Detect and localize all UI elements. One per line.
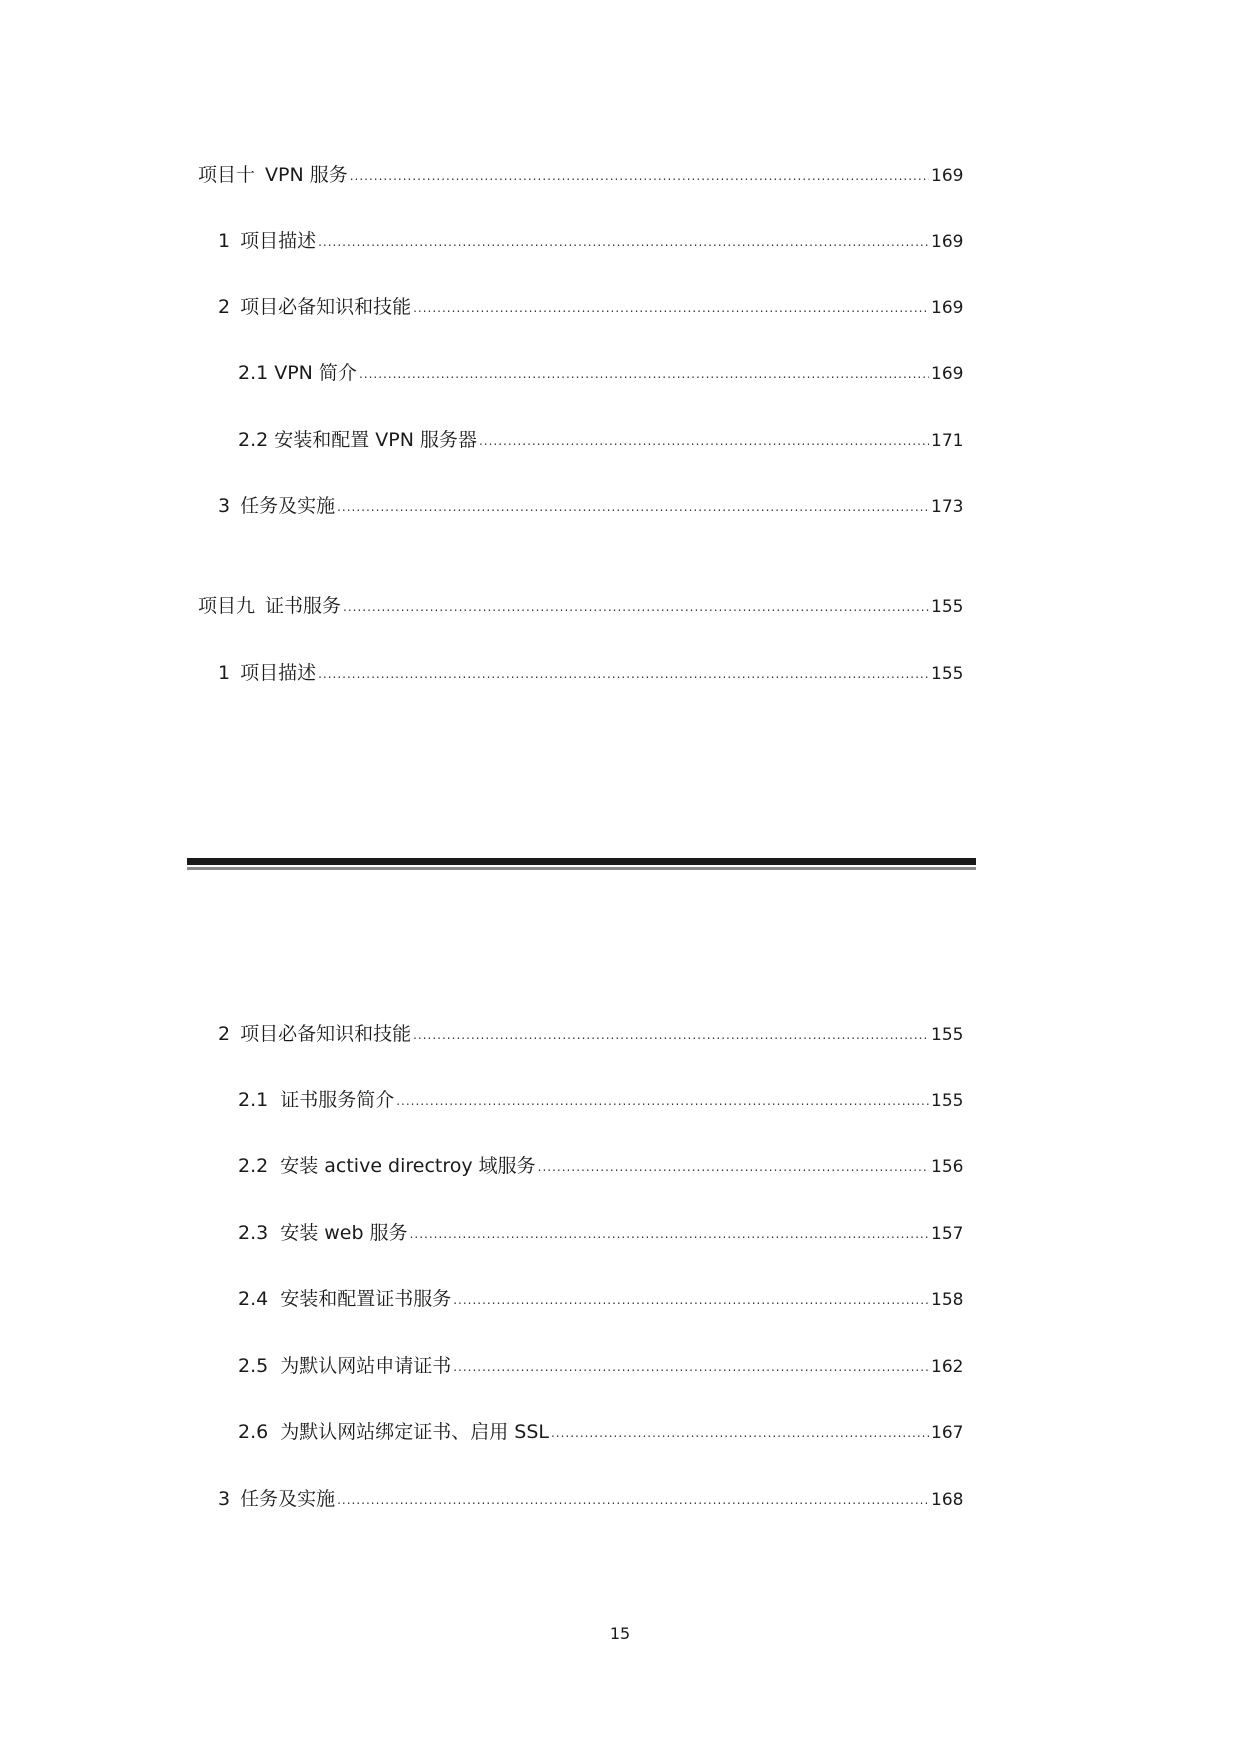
toc-entry-title: 任务及实施: [240, 495, 336, 517]
toc-entry-title: 证书服务简介: [280, 1089, 395, 1111]
toc-entry-tasks[interactable]: [218, 1484, 964, 1514]
toc-entry-title: 为默认网站绑定证书、启用 SSL: [280, 1421, 549, 1443]
toc-entry-page: 173: [931, 497, 964, 517]
toc-entry-title: 为默认网站申请证书: [280, 1355, 452, 1377]
toc-entry-number: 2.6: [238, 1421, 269, 1443]
toc-entry-project-10[interactable]: [198, 160, 964, 190]
dot-leader: [413, 293, 929, 323]
toc-entry-page: 168: [931, 1490, 964, 1510]
dot-leader: [343, 592, 929, 622]
dot-leader: [350, 161, 929, 191]
toc-entry-install-ad[interactable]: [238, 1151, 964, 1181]
toc-entry-page: 155: [931, 597, 964, 617]
dot-leader: [337, 1485, 929, 1515]
toc-entry-number: 3: [218, 1488, 231, 1510]
toc-entry-page: 157: [931, 1224, 964, 1244]
toc-entry-title: 任务及实施: [240, 1488, 336, 1510]
divider-thin-line: [187, 867, 976, 870]
toc-entry-number: 2.5: [238, 1355, 269, 1377]
toc-entry-page: 169: [931, 232, 964, 252]
dot-leader: [318, 227, 929, 257]
section-divider: [187, 858, 976, 872]
toc-entry-page: 169: [931, 364, 964, 384]
toc-entry-title: 安装和配置证书服务: [280, 1288, 452, 1310]
toc-entry-number: 项目十: [198, 164, 256, 186]
toc-entry-page: 162: [931, 1357, 964, 1377]
toc-entry-request-cert[interactable]: [238, 1351, 964, 1381]
toc-entry-title: 安装 active directroy 域服务: [280, 1155, 536, 1177]
page-number: 15: [609, 1624, 631, 1643]
toc-entry-required-knowledge[interactable]: [218, 292, 964, 322]
dot-leader: [551, 1418, 929, 1448]
toc-entry-number: 2.2: [238, 1155, 269, 1177]
dot-leader: [413, 1020, 929, 1050]
toc-entry-number: 2.1: [238, 362, 269, 384]
toc-entry-title: VPN 服务: [265, 164, 348, 186]
toc-entry-title: 安装和配置 VPN 服务器: [274, 429, 477, 451]
toc-entry-number: 2.3: [238, 1222, 269, 1244]
dot-leader: [318, 659, 929, 689]
toc-entry-page: 156: [931, 1157, 964, 1177]
toc-entry-title: 安装 web 服务: [280, 1222, 408, 1244]
toc-entry-page: 155: [931, 664, 964, 684]
dot-leader: [479, 426, 929, 456]
toc-entry-number: 2.2: [238, 429, 269, 451]
dot-leader: [453, 1352, 929, 1382]
toc-entry-number: 项目九: [198, 595, 256, 617]
toc-entry-install-cert[interactable]: [238, 1284, 964, 1314]
toc-entry-number: 3: [218, 495, 231, 517]
toc-entry-page: 155: [931, 1091, 964, 1111]
toc-entry-page: 158: [931, 1290, 964, 1310]
toc-entry-install-web[interactable]: [238, 1218, 964, 1248]
toc-entry-page: 167: [931, 1423, 964, 1443]
dot-leader: [337, 492, 929, 522]
dot-leader: [410, 1219, 929, 1249]
toc-entry-title: 项目描述: [240, 230, 317, 252]
toc-entry-page: 169: [931, 298, 964, 318]
toc-entry-project-description[interactable]: [218, 658, 964, 688]
toc-entry-vpn-install[interactable]: [238, 425, 964, 455]
toc-entry-bind-cert[interactable]: [238, 1417, 964, 1447]
toc-entry-number: 1: [218, 230, 231, 252]
toc-entry-title: VPN 简介: [274, 362, 357, 384]
toc-entry-title: 项目必备知识和技能: [240, 1023, 412, 1045]
dot-leader: [396, 1086, 929, 1116]
toc-entry-vpn-intro[interactable]: [238, 358, 964, 388]
toc-entry-title: 证书服务: [265, 595, 342, 617]
toc-entry-number: 2: [218, 1023, 231, 1045]
toc-entry-required-knowledge[interactable]: [218, 1019, 964, 1049]
toc-entry-project-description[interactable]: [218, 226, 964, 256]
toc-entry-page: 169: [931, 166, 964, 186]
toc-entry-number: 2.1: [238, 1089, 269, 1111]
toc-entry-title: 项目描述: [240, 662, 317, 684]
toc-entry-page: 171: [931, 431, 964, 451]
toc-entry-number: 1: [218, 662, 231, 684]
toc-entry-tasks[interactable]: [218, 491, 964, 521]
toc-entry-number: 2: [218, 296, 231, 318]
dot-leader: [359, 359, 929, 389]
dot-leader: [538, 1152, 929, 1182]
divider-thick-line: [187, 858, 976, 865]
toc-entry-page: 155: [931, 1025, 964, 1045]
toc-entry-cert-intro[interactable]: [238, 1085, 964, 1115]
toc-entry-project-9[interactable]: [198, 591, 964, 621]
toc-entry-title: 项目必备知识和技能: [240, 296, 412, 318]
toc-entry-number: 2.4: [238, 1288, 269, 1310]
dot-leader: [453, 1285, 929, 1315]
